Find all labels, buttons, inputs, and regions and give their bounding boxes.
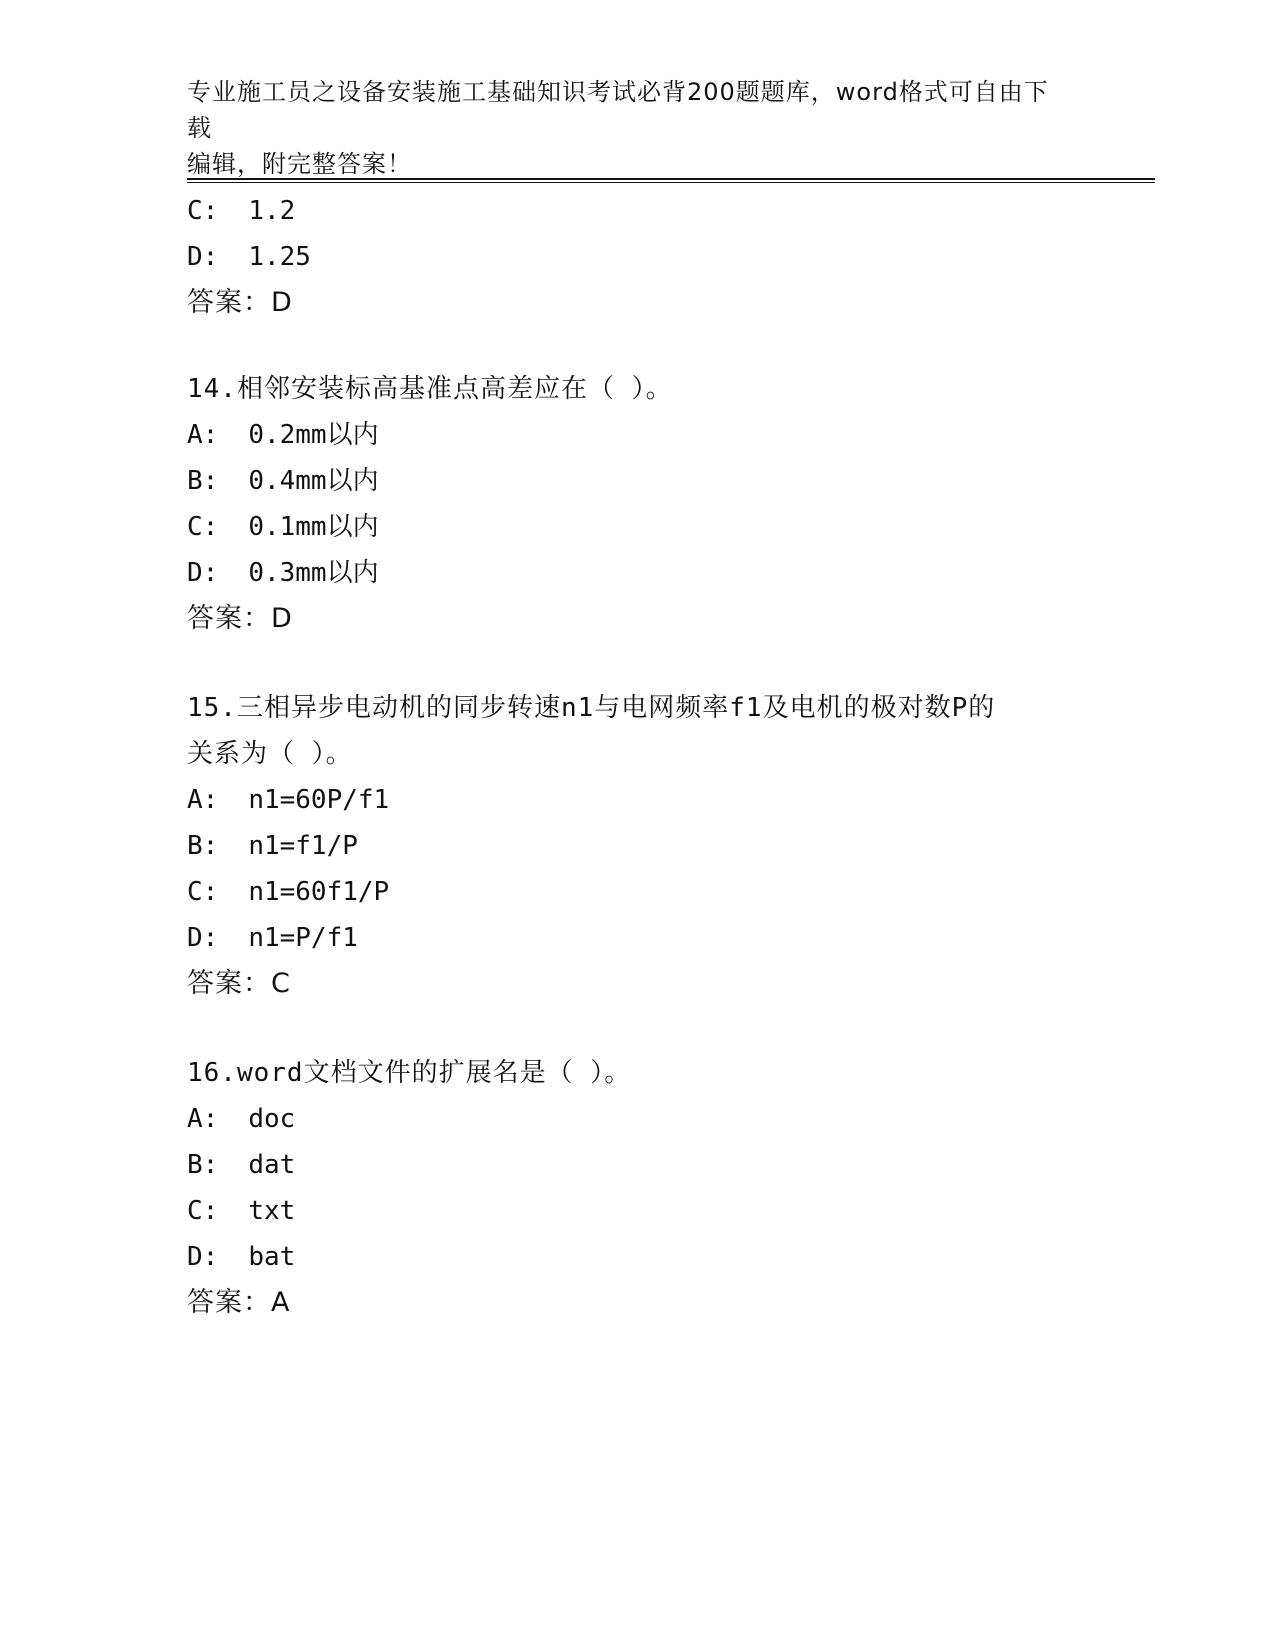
answer-text: 答案：C [187,968,291,999]
document-header [187,74,1067,182]
option-c [187,188,1087,234]
question-14 [187,366,1087,642]
question-13-continued [187,188,1087,326]
option-label: D: [187,1242,219,1272]
option-c [187,869,1087,915]
question-text-line-1: 15.三相异步电动机的同步转速n1与电网频率f1及电机的极对数P的 [187,693,996,723]
option-label: C: [187,1196,219,1226]
option-label: B: [187,466,219,496]
option-label: B: [187,831,219,861]
option-label: B: [187,1150,219,1180]
header-line-1: 专业施工员之设备安装施工基础知识考试必背200题题库，word格式可自由下载 [187,78,1049,142]
option-label: A: [187,785,219,815]
option-text: 0.4mm以内 [248,466,379,496]
option-text: n1=60f1/P [248,877,390,907]
question-16 [187,1050,1087,1326]
option-b [187,458,1087,504]
option-label: C: [187,512,219,542]
option-text: n1=P/f1 [248,923,358,953]
option-c [187,1188,1087,1234]
option-text: 0.1mm以内 [248,512,379,542]
answer-text: 答案：A [187,1287,291,1318]
header-divider-thin [187,182,1155,183]
option-text: dat [248,1150,296,1180]
option-text: doc [248,1104,296,1134]
option-text: bat [248,1242,296,1272]
option-label: A: [187,1104,219,1134]
option-text: 0.3mm以内 [248,558,379,588]
option-text: 1.2 [248,196,296,226]
answer-text: 答案：D [187,287,293,318]
option-b [187,823,1087,869]
question-15 [187,685,1087,1007]
option-a [187,1096,1087,1142]
option-label: D: [187,558,219,588]
question-text: 14.相邻安装标高基准点高差应在（ ）。 [187,374,673,404]
question-text-line-2: 关系为（ ）。 [187,739,353,769]
option-text: 1.25 [248,242,311,272]
option-label: D: [187,923,219,953]
option-label: D: [187,242,219,272]
option-label: C: [187,877,219,907]
option-text: n1=60P/f1 [248,785,390,815]
option-text: txt [248,1196,296,1226]
option-c [187,504,1087,550]
question-text: 16.word文档文件的扩展名是（ ）。 [187,1058,632,1088]
header-divider-thick [187,178,1155,180]
option-d [187,550,1087,596]
option-d [187,1234,1087,1280]
header-line-2: 编辑，附完整答案！ [187,150,412,178]
answer-text: 答案：D [187,603,293,634]
option-text: n1=f1/P [248,831,358,861]
option-text: 0.2mm以内 [248,420,379,450]
option-a [187,412,1087,458]
option-label: A: [187,420,219,450]
option-a [187,777,1087,823]
option-label: C: [187,196,219,226]
option-d [187,234,1087,280]
option-d [187,915,1087,961]
option-b [187,1142,1087,1188]
